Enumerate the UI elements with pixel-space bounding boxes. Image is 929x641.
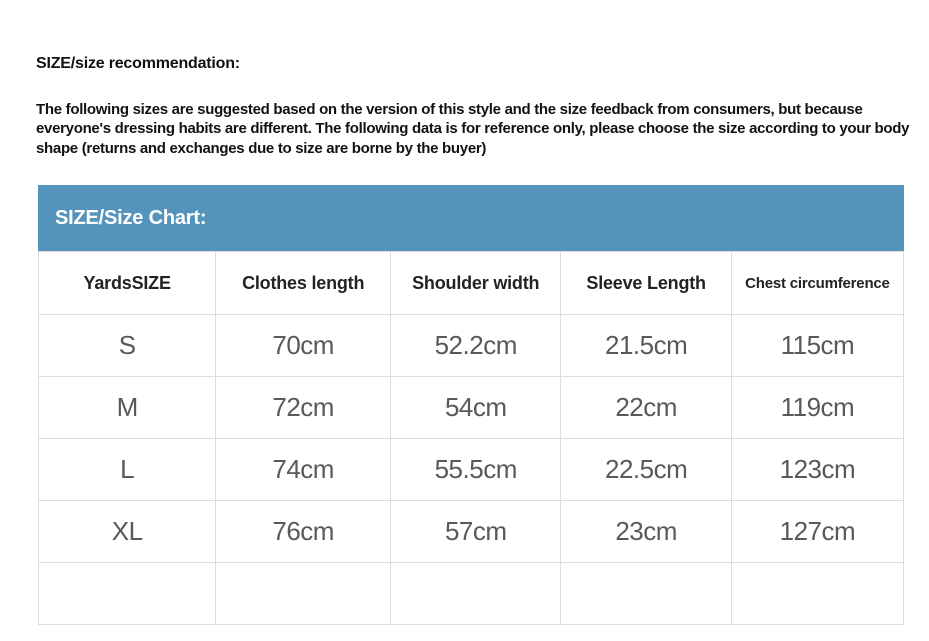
- cell-sleeve-length: 22cm: [561, 377, 731, 439]
- cell-clothes-length: 72cm: [216, 377, 391, 439]
- cell-clothes-length: 76cm: [216, 501, 391, 563]
- cell-sleeve-length: 21.5cm: [561, 315, 731, 377]
- size-chart-table: [38, 251, 904, 625]
- table-row-xl: [39, 501, 904, 563]
- column-header-size: YardsSIZE: [39, 252, 216, 315]
- cell-size: M: [39, 377, 216, 439]
- cell-empty: [731, 563, 903, 625]
- cell-shoulder-width: 57cm: [391, 501, 561, 563]
- column-header-shoulder-width: Shoulder width: [391, 252, 561, 315]
- cell-sleeve-length: 22.5cm: [561, 439, 731, 501]
- cell-chest-circumference: 123cm: [731, 439, 903, 501]
- cell-empty: [39, 563, 216, 625]
- cell-size: S: [39, 315, 216, 377]
- size-recommendation-heading: SIZE/size recommendation:: [36, 55, 240, 72]
- cell-shoulder-width: 52.2cm: [391, 315, 561, 377]
- cell-sleeve-length: 23cm: [561, 501, 731, 563]
- table-row-s: [39, 315, 904, 377]
- size-chart-title: SIZE/Size Chart:: [55, 206, 207, 229]
- table-row-m: [39, 377, 904, 439]
- size-recommendation-text: The following sizes are suggested based on the version of this style and the size feedback from consumers, but because everyone's dressing habits are different. The following data is for reference only, please choose the size according to your body shape (returns and exchanges due to size are borne by the buyer): [36, 101, 910, 157]
- cell-size: XL: [39, 501, 216, 563]
- cell-chest-circumference: 127cm: [731, 501, 903, 563]
- cell-shoulder-width: 55.5cm: [391, 439, 561, 501]
- cell-shoulder-width: 54cm: [391, 377, 561, 439]
- cell-empty: [216, 563, 391, 625]
- table-row-empty: [39, 563, 904, 625]
- cell-clothes-length: 70cm: [216, 315, 391, 377]
- cell-chest-circumference: 119cm: [731, 377, 903, 439]
- column-header-chest-circumference: Chest circumference: [731, 252, 903, 315]
- size-chart-title-bar: [38, 185, 904, 251]
- cell-size: L: [39, 439, 216, 501]
- table-row-l: [39, 439, 904, 501]
- cell-clothes-length: 74cm: [216, 439, 391, 501]
- cell-chest-circumference: 115cm: [731, 315, 903, 377]
- table-header-row: [39, 252, 904, 315]
- cell-empty: [561, 563, 731, 625]
- column-header-sleeve-length: Sleeve Length: [561, 252, 731, 315]
- cell-empty: [391, 563, 561, 625]
- column-header-clothes-length: Clothes length: [216, 252, 391, 315]
